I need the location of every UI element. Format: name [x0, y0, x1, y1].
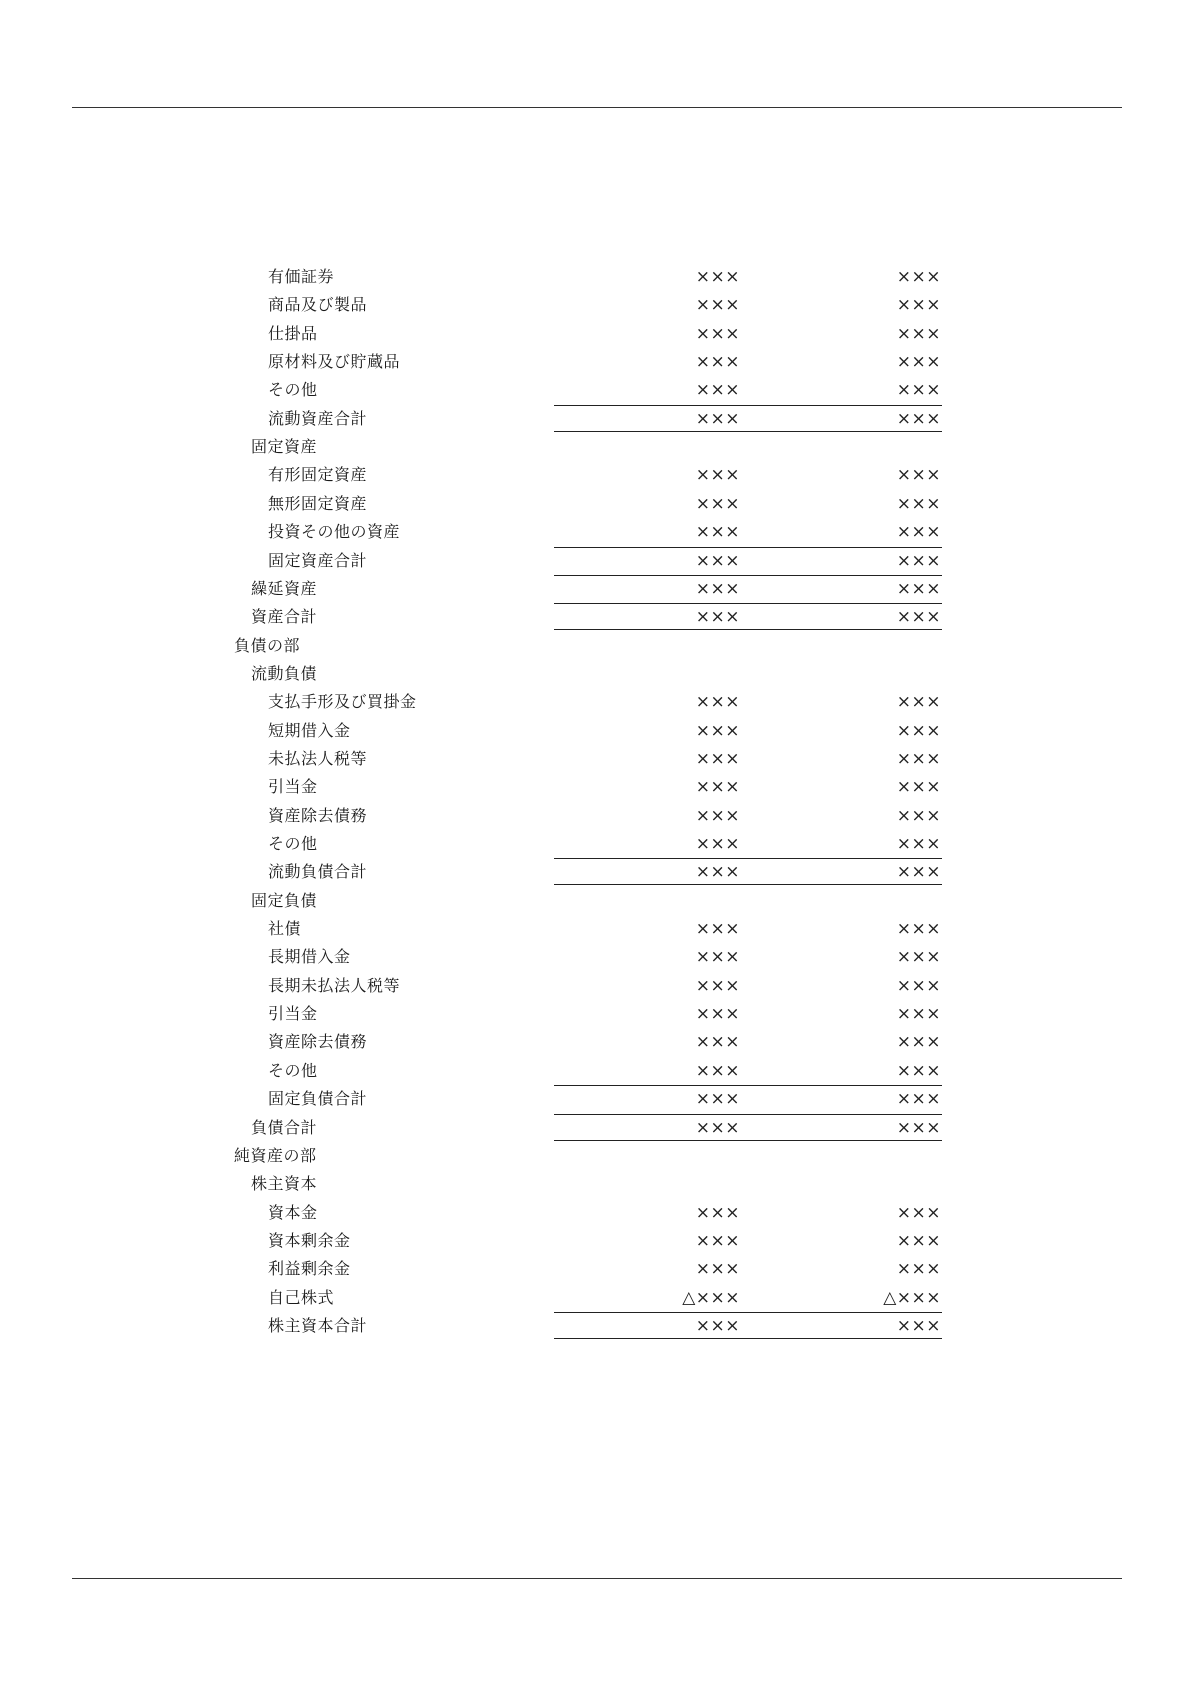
amount-current: ××× — [896, 578, 941, 599]
table-row — [0, 1114, 1192, 1142]
row-label: 資産除去債務 — [268, 805, 368, 825]
amount-prior: ××× — [695, 777, 740, 798]
row-label: 資本剰余金 — [268, 1230, 351, 1250]
amount-current: ××× — [896, 408, 941, 429]
row-label: 固定負債 — [251, 890, 318, 910]
amount-prior: ××× — [695, 522, 740, 543]
row-label: 長期借入金 — [268, 947, 351, 967]
row-label: 負債の部 — [234, 635, 301, 655]
amount-prior: ××× — [695, 607, 740, 628]
table-row — [0, 915, 1192, 943]
row-label: 引当金 — [268, 1004, 318, 1024]
table-row — [0, 1028, 1192, 1056]
amount-current: ××× — [896, 1117, 941, 1138]
table-row — [0, 291, 1192, 319]
row-label: 有価証券 — [268, 267, 335, 286]
table-row — [0, 1312, 1192, 1340]
table-row — [0, 745, 1192, 773]
table-row — [0, 433, 1192, 461]
table-row — [0, 1142, 1192, 1170]
amount-prior: ××× — [695, 267, 740, 287]
amount-prior: △××× — [682, 1287, 740, 1308]
row-label: 長期未払法人税等 — [268, 975, 401, 995]
subtotal-rule — [554, 547, 942, 548]
subtotal-rule — [554, 405, 942, 406]
amount-current: ××× — [896, 720, 941, 741]
table-row — [0, 1085, 1192, 1113]
row-label: 支払手形及び買掛金 — [268, 692, 417, 712]
amount-current: ××× — [896, 748, 941, 769]
amount-current: ××× — [896, 1004, 941, 1025]
amount-current: ××× — [896, 550, 941, 571]
amount-prior: ××× — [695, 578, 740, 599]
amount-current: ××× — [896, 692, 941, 713]
row-label: 固定負債合計 — [268, 1089, 368, 1109]
table-row — [0, 405, 1192, 433]
amount-current: ××× — [896, 1032, 941, 1053]
row-label: 自己株式 — [268, 1287, 335, 1307]
amount-prior: ××× — [695, 720, 740, 741]
amount-prior: ××× — [695, 1230, 740, 1251]
amount-prior: ××× — [695, 323, 740, 344]
table-row — [0, 858, 1192, 886]
table-row — [0, 660, 1192, 688]
total-rule — [554, 431, 942, 432]
amount-current: ××× — [896, 380, 941, 401]
subtotal-rule — [554, 575, 942, 576]
amount-current: ××× — [896, 1202, 941, 1223]
amount-current: ××× — [896, 522, 941, 543]
table-row — [0, 320, 1192, 348]
amount-prior: ××× — [695, 805, 740, 826]
amount-current: ××× — [896, 465, 941, 486]
table-row — [0, 972, 1192, 1000]
amount-prior: ××× — [695, 834, 740, 854]
amount-prior: ××× — [695, 1202, 740, 1223]
header-rule — [72, 107, 1122, 108]
amount-current: ××× — [896, 1089, 941, 1110]
row-label: 資産除去債務 — [268, 1032, 368, 1052]
amount-current: ××× — [896, 947, 941, 968]
table-row — [0, 575, 1192, 603]
row-label: 商品及び製品 — [268, 295, 368, 315]
amount-current: ××× — [896, 267, 941, 287]
amount-current: ××× — [896, 862, 941, 883]
table-row — [0, 632, 1192, 660]
amount-current: ××× — [896, 777, 941, 798]
amount-current: ××× — [896, 805, 941, 826]
table-row — [0, 461, 1192, 489]
row-label: 未払法人税等 — [268, 748, 368, 768]
amount-current: ××× — [896, 1060, 941, 1081]
table-row — [0, 1255, 1192, 1283]
amount-prior: ××× — [695, 1089, 740, 1110]
amount-prior: ××× — [695, 352, 740, 373]
row-label: 資本金 — [268, 1202, 318, 1222]
amount-current: △××× — [883, 1287, 941, 1308]
subtotal-rule — [554, 1085, 942, 1086]
row-label: 短期借入金 — [268, 720, 351, 740]
amount-prior: ××× — [695, 550, 740, 571]
row-label: 株主資本 — [251, 1174, 318, 1194]
row-label: 繰延資産 — [251, 578, 318, 598]
subtotal-rule — [554, 603, 942, 604]
row-label: 流動資産合計 — [268, 408, 368, 428]
table-row — [0, 1284, 1192, 1312]
amount-prior: ××× — [695, 1060, 740, 1081]
amount-prior: ××× — [695, 947, 740, 968]
amount-current: ××× — [896, 1230, 941, 1251]
amount-current: ××× — [896, 975, 941, 996]
table-row — [0, 263, 1192, 291]
table-row — [0, 1170, 1192, 1198]
row-label: 負債合計 — [251, 1117, 318, 1137]
amount-prior: ××× — [695, 1315, 740, 1336]
amount-prior: ××× — [695, 975, 740, 996]
row-label: 原材料及び貯蔵品 — [268, 352, 401, 372]
amount-prior: ××× — [695, 493, 740, 514]
row-label: その他 — [268, 834, 318, 853]
amount-current: ××× — [896, 1259, 941, 1280]
amount-current: ××× — [896, 607, 941, 628]
row-label: 引当金 — [268, 777, 318, 797]
table-row — [0, 830, 1192, 858]
row-label: 投資その他の資産 — [268, 522, 401, 542]
amount-prior: ××× — [695, 295, 740, 316]
table-row — [0, 1227, 1192, 1255]
table-row — [0, 802, 1192, 830]
amount-prior: ××× — [695, 1259, 740, 1280]
amount-current: ××× — [896, 493, 941, 514]
table-row — [0, 490, 1192, 518]
row-label: 仕掛品 — [268, 323, 318, 343]
table-row — [0, 518, 1192, 546]
table-row — [0, 773, 1192, 801]
amount-current: ××× — [896, 352, 941, 373]
subtotal-rule — [554, 1114, 942, 1115]
row-label: その他 — [268, 380, 318, 400]
table-row — [0, 717, 1192, 745]
row-label: 流動負債合計 — [268, 862, 368, 882]
row-label: 社債 — [268, 919, 302, 939]
row-label: 純資産の部 — [234, 1145, 317, 1165]
total-rule — [554, 1338, 942, 1339]
table-row — [0, 603, 1192, 631]
subtotal-rule — [554, 1312, 942, 1313]
amount-prior: ××× — [695, 1117, 740, 1138]
total-rule — [554, 884, 942, 885]
amount-prior: ××× — [695, 380, 740, 401]
table-row — [0, 376, 1192, 404]
amount-current: ××× — [896, 323, 941, 344]
row-label: 資産合計 — [251, 607, 318, 627]
table-row — [0, 1199, 1192, 1227]
amount-current: ××× — [896, 834, 941, 854]
table-row — [0, 1057, 1192, 1085]
amount-current: ××× — [896, 919, 941, 940]
row-label: 流動負債 — [251, 663, 318, 683]
amount-prior: ××× — [695, 408, 740, 429]
row-label: 無形固定資産 — [268, 493, 368, 513]
row-label: 有形固定資産 — [268, 465, 368, 485]
row-label: 株主資本合計 — [268, 1315, 368, 1335]
amount-prior: ××× — [695, 1004, 740, 1025]
amount-prior: ××× — [695, 919, 740, 940]
amount-current: ××× — [896, 295, 941, 316]
row-label: 固定資産合計 — [268, 550, 368, 570]
total-rule — [554, 1140, 942, 1141]
amount-prior: ××× — [695, 748, 740, 769]
row-label: 固定資産 — [251, 437, 318, 457]
amount-prior: ××× — [695, 862, 740, 883]
amount-prior: ××× — [695, 1032, 740, 1053]
table-row — [0, 1000, 1192, 1028]
row-label: その他 — [268, 1060, 318, 1080]
footer-rule — [72, 1578, 1122, 1579]
total-rule — [554, 629, 942, 630]
row-label: 利益剰余金 — [268, 1259, 351, 1279]
table-row — [0, 348, 1192, 376]
table-row — [0, 943, 1192, 971]
table-row — [0, 547, 1192, 575]
amount-prior: ××× — [695, 692, 740, 713]
amount-prior: ××× — [695, 465, 740, 486]
table-row — [0, 887, 1192, 915]
amount-current: ××× — [896, 1315, 941, 1336]
subtotal-rule — [554, 858, 942, 859]
table-row — [0, 688, 1192, 716]
